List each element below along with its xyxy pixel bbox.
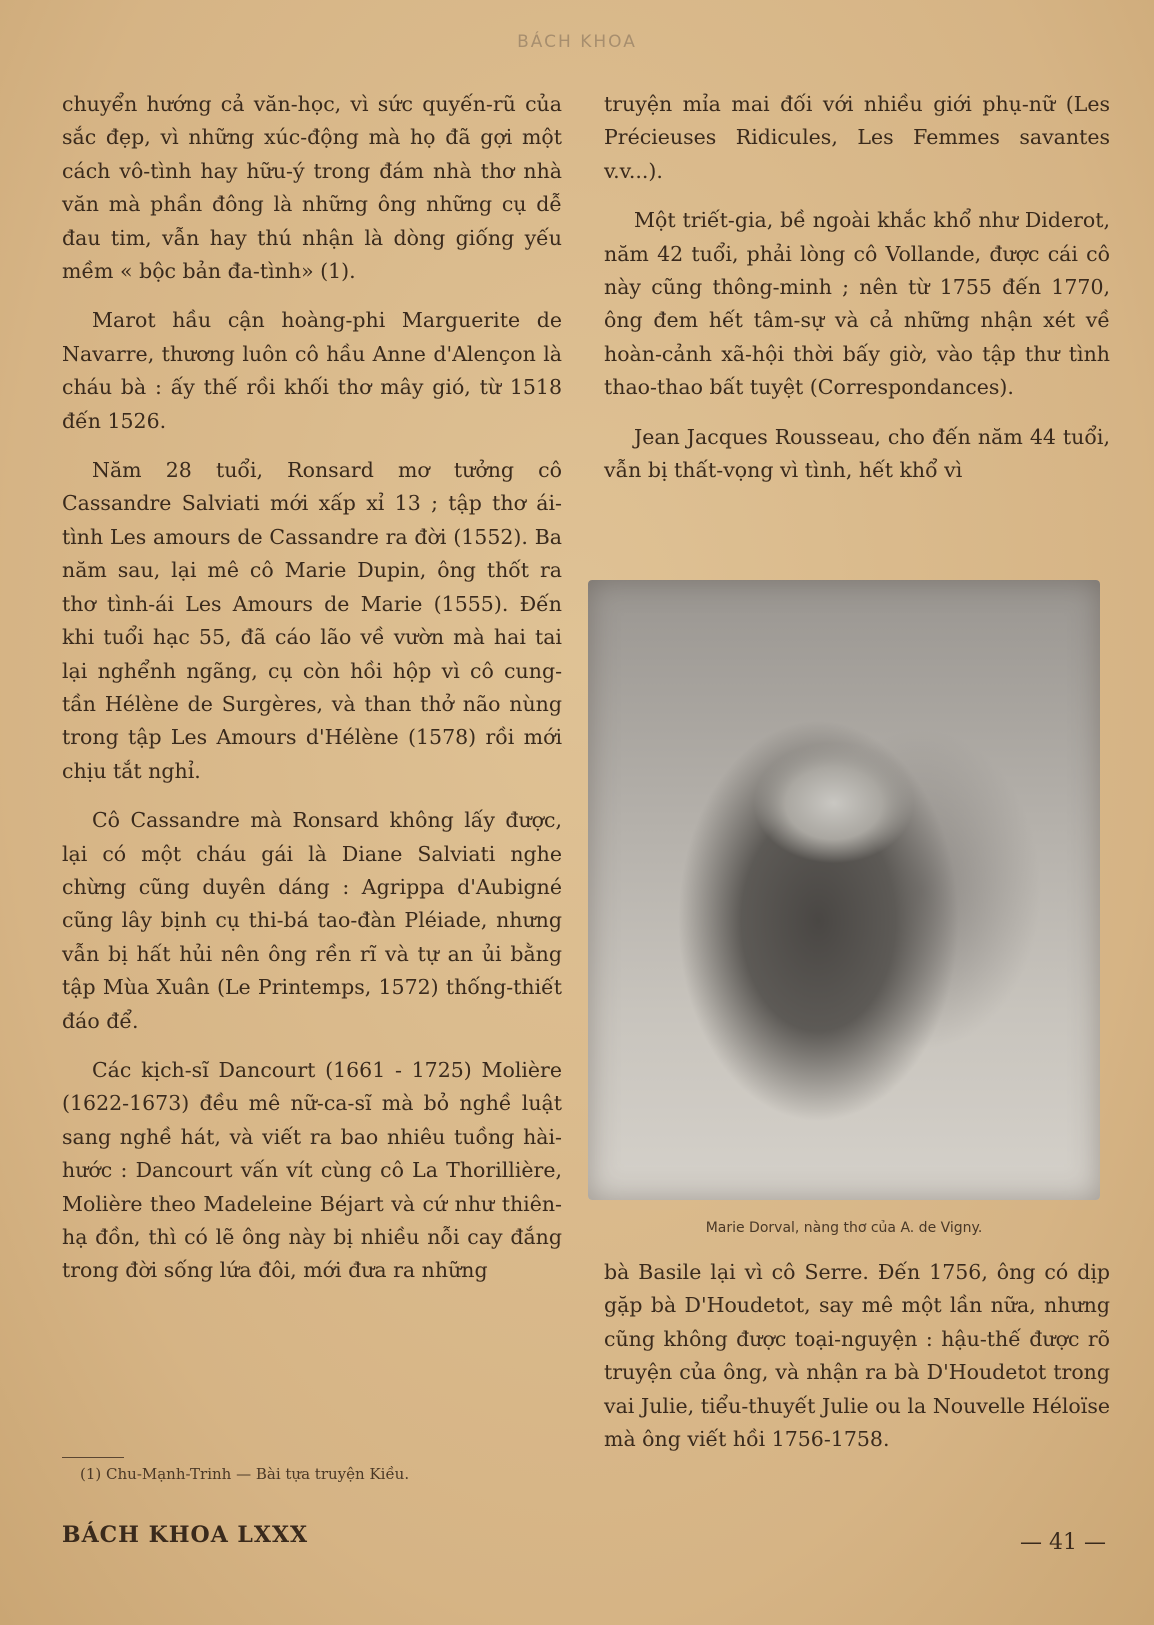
portrait-photo	[588, 580, 1100, 1200]
paragraph: Các kịch-sĩ Dancourt (1661 - 1725) Molière (1622-1673) đều mê nữ-ca-sĩ mà bỏ nghề luật sang nghề hát, và viết ra bao nhiêu tuồng hài-hước : Dancourt vấn vít cùng cô La Thorillière, Molière theo Madeleine Béjart và cứ như thiên-hạ đồn, thì có lẽ ông này bị nhiều nỗi cay đắng trong đời sống lứa đôi, mới đưa ra những	[62, 1057, 562, 1283]
paragraph: truyện mỉa mai đối với nhiều giới phụ-nữ (Les Précieuses Ridicules, Les Femmes savantes v.v...).	[604, 92, 1110, 183]
left-column	[62, 88, 562, 1304]
paragraph: Marot hầu cận hoàng-phi Marguerite de Navarre, thương luôn cô hầu Anne d'Alençon là cháu bà : ấy thế rồi khối thơ mây gió, từ 1518 đến 1526.	[62, 308, 562, 433]
paragraph: Năm 28 tuổi, Ronsard mơ tưởng cô Cassandre Salviati mới xấp xỉ 13 ; tập thơ ái-tình Les amours de Cassandre ra đời (1552). Ba năm sau, lại mê cô Marie Dupin, ông thốt ra thơ tình-ái Les Amours de Marie (1555). Đến khi tuổi hạc 55, đã cáo lão về vườn mà hai tai lại nghểnh ngãng, cụ còn hồi hộp vì cô cung-tần Hélène de Surgères, và than thở não nùng trong tập Les Amours d'Hélène (1578) rồi mới chịu tắt nghỉ.	[62, 458, 562, 783]
right-column	[604, 88, 1110, 503]
page-number: — 41 —	[1020, 1530, 1106, 1555]
right-column-continuation	[604, 1256, 1110, 1456]
footnote: (1) Chu-Mạnh-Trinh — Bài tựa truyện Kiều.	[80, 1465, 410, 1483]
magazine-footer-title: BÁCH KHOA LXXX	[62, 1522, 309, 1548]
paragraph: chuyển hướng cả văn-học, vì sức quyến-rũ của sắc đẹp, vì những xúc-động mà họ đã gợi một cách vô-tình hay hữu-ý trong đám nhà thơ nhà văn mà phần đông là những ông những cụ dễ đau tim, vẫn hay thú nhận là dòng giống yếu mềm « bộc bản đa-tình» (1).	[62, 92, 562, 284]
paragraph: bà Basile lại vì cô Serre. Đến 1756, ông có dịp gặp bà D'Houdetot, say mê một lần nữa, nhưng cũng không được toại-nguyện : hậu-thế được rõ truyện của ông, và nhận ra bà D'Houdetot trong vai Julie, tiểu-thuyết Julie ou la Nouvelle Héloïse mà ông viết hồi 1756-1758.	[604, 1260, 1110, 1452]
footnote-divider	[62, 1457, 124, 1458]
paragraph: Một triết-gia, bề ngoài khắc khổ như Diderot, năm 42 tuổi, phải lòng cô Vollande, được cái cô này cũng thông-minh ; nên từ 1755 đến 1770, ông đem hết tâm-sự và cả những nhận xét về hoàn-cảnh xã-hội thời bấy giờ, vào tập thư tình thao-thao bất tuyệt (Correspondances).	[604, 208, 1110, 400]
paragraph: Jean Jacques Rousseau, cho đến năm 44 tuổi, vẫn bị thất-vọng vì tình, hết khổ vì	[604, 424, 1110, 483]
portrait-figure	[588, 580, 1100, 1200]
paragraph: Cô Cassandre mà Ronsard không lấy được, lại có một cháu gái là Diane Salviati nghe chừng cũng duyên dáng : Agrippa d'Aubigné cũng lây bịnh cụ thi-bá tao-đàn Pléiade, nhưng vẫn bị hất hủi nên ông rền rĩ và tự an ủi bằng tập Mùa Xuân (Le Printemps, 1572) thống-thiết đáo để.	[62, 808, 562, 1033]
running-head: BÁCH KHOA	[517, 32, 637, 52]
figure-caption: Marie Dorval, nàng thơ của A. de Vigny.	[705, 1220, 983, 1236]
